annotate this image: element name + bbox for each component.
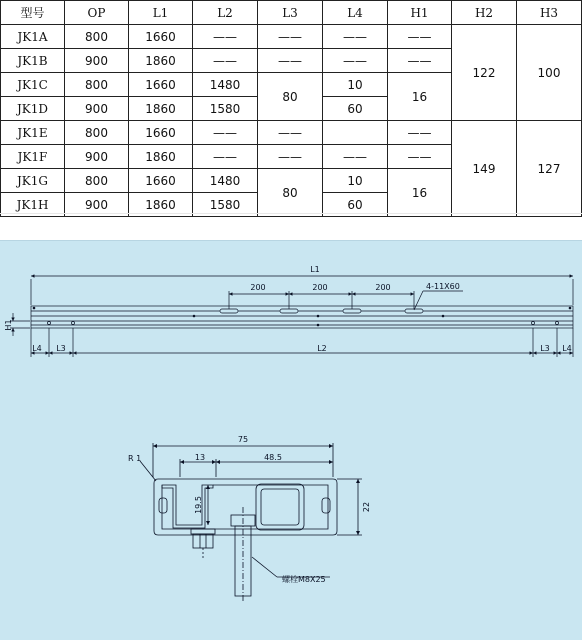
l2-cell: 1580 <box>193 193 258 217</box>
l1-cell: 1860 <box>129 145 193 169</box>
h1-cell: —— <box>388 121 452 145</box>
l2-cell: 1580 <box>193 97 258 121</box>
spacing-label: 200 <box>250 283 266 292</box>
header-op: OP <box>65 1 129 25</box>
model-cell: JK1C <box>1 73 65 97</box>
header-l2: L2 <box>193 1 258 25</box>
l1-cell: 1860 <box>129 49 193 73</box>
l4-cell: 10 <box>323 73 388 97</box>
mounting-slot <box>343 309 361 313</box>
l3-cell: —— <box>258 145 323 169</box>
spacing-label: 200 <box>375 283 391 292</box>
model-cell: JK1A <box>1 25 65 49</box>
mounting-hole <box>532 322 535 325</box>
l1-cell: 1660 <box>129 73 193 97</box>
l3-cell: —— <box>258 49 323 73</box>
bracket-view <box>140 443 362 601</box>
side-slot <box>322 498 330 513</box>
l1-cell: 1660 <box>129 169 193 193</box>
model-cell: JK1E <box>1 121 65 145</box>
width-label: 75 <box>237 435 249 444</box>
op-cell: 900 <box>65 145 129 169</box>
mounting-hole <box>48 322 51 325</box>
washer <box>191 529 215 534</box>
model-cell: JK1D <box>1 97 65 121</box>
model-cell: JK1B <box>1 49 65 73</box>
height-label: 22 <box>362 501 371 513</box>
mounting-slot <box>280 309 298 313</box>
h1-cell: —— <box>388 25 452 49</box>
bolt-callout-label: 螺栓M8X25 <box>282 575 326 584</box>
slot-offset-label: 13 <box>194 453 206 462</box>
header-h2: H2 <box>452 1 517 25</box>
rail-hole-dots <box>33 307 572 327</box>
l4-cell: —— <box>323 145 388 169</box>
table-row <box>1 25 582 49</box>
op-cell: 900 <box>65 193 129 217</box>
square-tube <box>256 484 304 530</box>
l1-cell: 1860 <box>129 97 193 121</box>
l1-label: L1 <box>310 265 320 274</box>
l4-cell: —— <box>323 49 388 73</box>
l2-cell: —— <box>193 25 258 49</box>
l4-label: L4 <box>562 344 572 353</box>
bolt-callout-leader <box>252 557 277 577</box>
l4-cell: 10 <box>323 169 388 193</box>
l2-label: L2 <box>317 344 327 353</box>
technical-drawing <box>0 241 582 640</box>
slot-callout-label: 4-11X60 <box>426 282 460 291</box>
square-tube-inner <box>261 489 299 525</box>
header-h3: H3 <box>517 1 582 25</box>
l1-cell: 1660 <box>129 25 193 49</box>
l1-cell: 1860 <box>129 193 193 217</box>
h3-cell: 100 <box>517 25 582 121</box>
radius-label: R 1 <box>128 454 142 463</box>
l3-cell: 80 <box>258 73 323 121</box>
mounting-hole <box>556 322 559 325</box>
divider <box>0 213 582 214</box>
bracket-channel <box>162 485 213 528</box>
slot-callout-leader <box>414 291 423 310</box>
header-model: 型号 <box>1 1 65 25</box>
h1-cell: —— <box>388 145 452 169</box>
l2-cell: —— <box>193 145 258 169</box>
table-row <box>1 121 582 145</box>
l2-cell: —— <box>193 49 258 73</box>
rail-view <box>10 276 573 357</box>
l1-cell: 1660 <box>129 121 193 145</box>
technical-drawing-panel <box>0 240 582 640</box>
header-l1: L1 <box>129 1 193 25</box>
l2-cell: —— <box>193 121 258 145</box>
header-l3: L3 <box>258 1 323 25</box>
op-cell: 800 <box>65 121 129 145</box>
h1-cell: 16 <box>388 73 452 121</box>
bracket-inner-wall <box>162 485 328 529</box>
side-slot <box>159 498 167 513</box>
l4-cell: 60 <box>323 97 388 121</box>
op-cell: 800 <box>65 73 129 97</box>
table-header-row <box>1 1 582 25</box>
h2-cell: 122 <box>452 25 517 121</box>
radius-leader <box>140 461 156 481</box>
model-cell: JK1H <box>1 193 65 217</box>
l3-cell: 80 <box>258 169 323 217</box>
op-cell: 800 <box>65 25 129 49</box>
h1-cell: 16 <box>388 169 452 217</box>
op-cell: 900 <box>65 97 129 121</box>
hex-nut <box>193 534 213 548</box>
slot-width-label: 48.5 <box>264 453 282 462</box>
h2-cell: 149 <box>452 121 517 217</box>
l3-cell: —— <box>258 25 323 49</box>
l3-label: L3 <box>540 344 550 353</box>
op-cell: 900 <box>65 49 129 73</box>
op-cell: 800 <box>65 169 129 193</box>
l2-cell: 1480 <box>193 169 258 193</box>
l2-cell: 1480 <box>193 73 258 97</box>
model-cell: JK1F <box>1 145 65 169</box>
header-l4: L4 <box>323 1 388 25</box>
h1-label: H1 <box>4 319 13 331</box>
l3-label: L3 <box>56 344 66 353</box>
model-cell: JK1G <box>1 169 65 193</box>
l4-label: L4 <box>32 344 42 353</box>
spec-table <box>0 0 582 217</box>
spacing-label: 200 <box>312 283 328 292</box>
l4-cell <box>323 121 388 145</box>
h1-cell: —— <box>388 49 452 73</box>
l4-cell: 60 <box>323 193 388 217</box>
bracket-outline <box>154 479 337 535</box>
header-h1: H1 <box>388 1 452 25</box>
h3-cell: 127 <box>517 121 582 217</box>
inner-height-label: 19.5 <box>194 496 203 514</box>
mounting-hole <box>72 322 75 325</box>
mounting-slot <box>220 309 238 313</box>
l3-cell: —— <box>258 121 323 145</box>
l4-cell: —— <box>323 25 388 49</box>
